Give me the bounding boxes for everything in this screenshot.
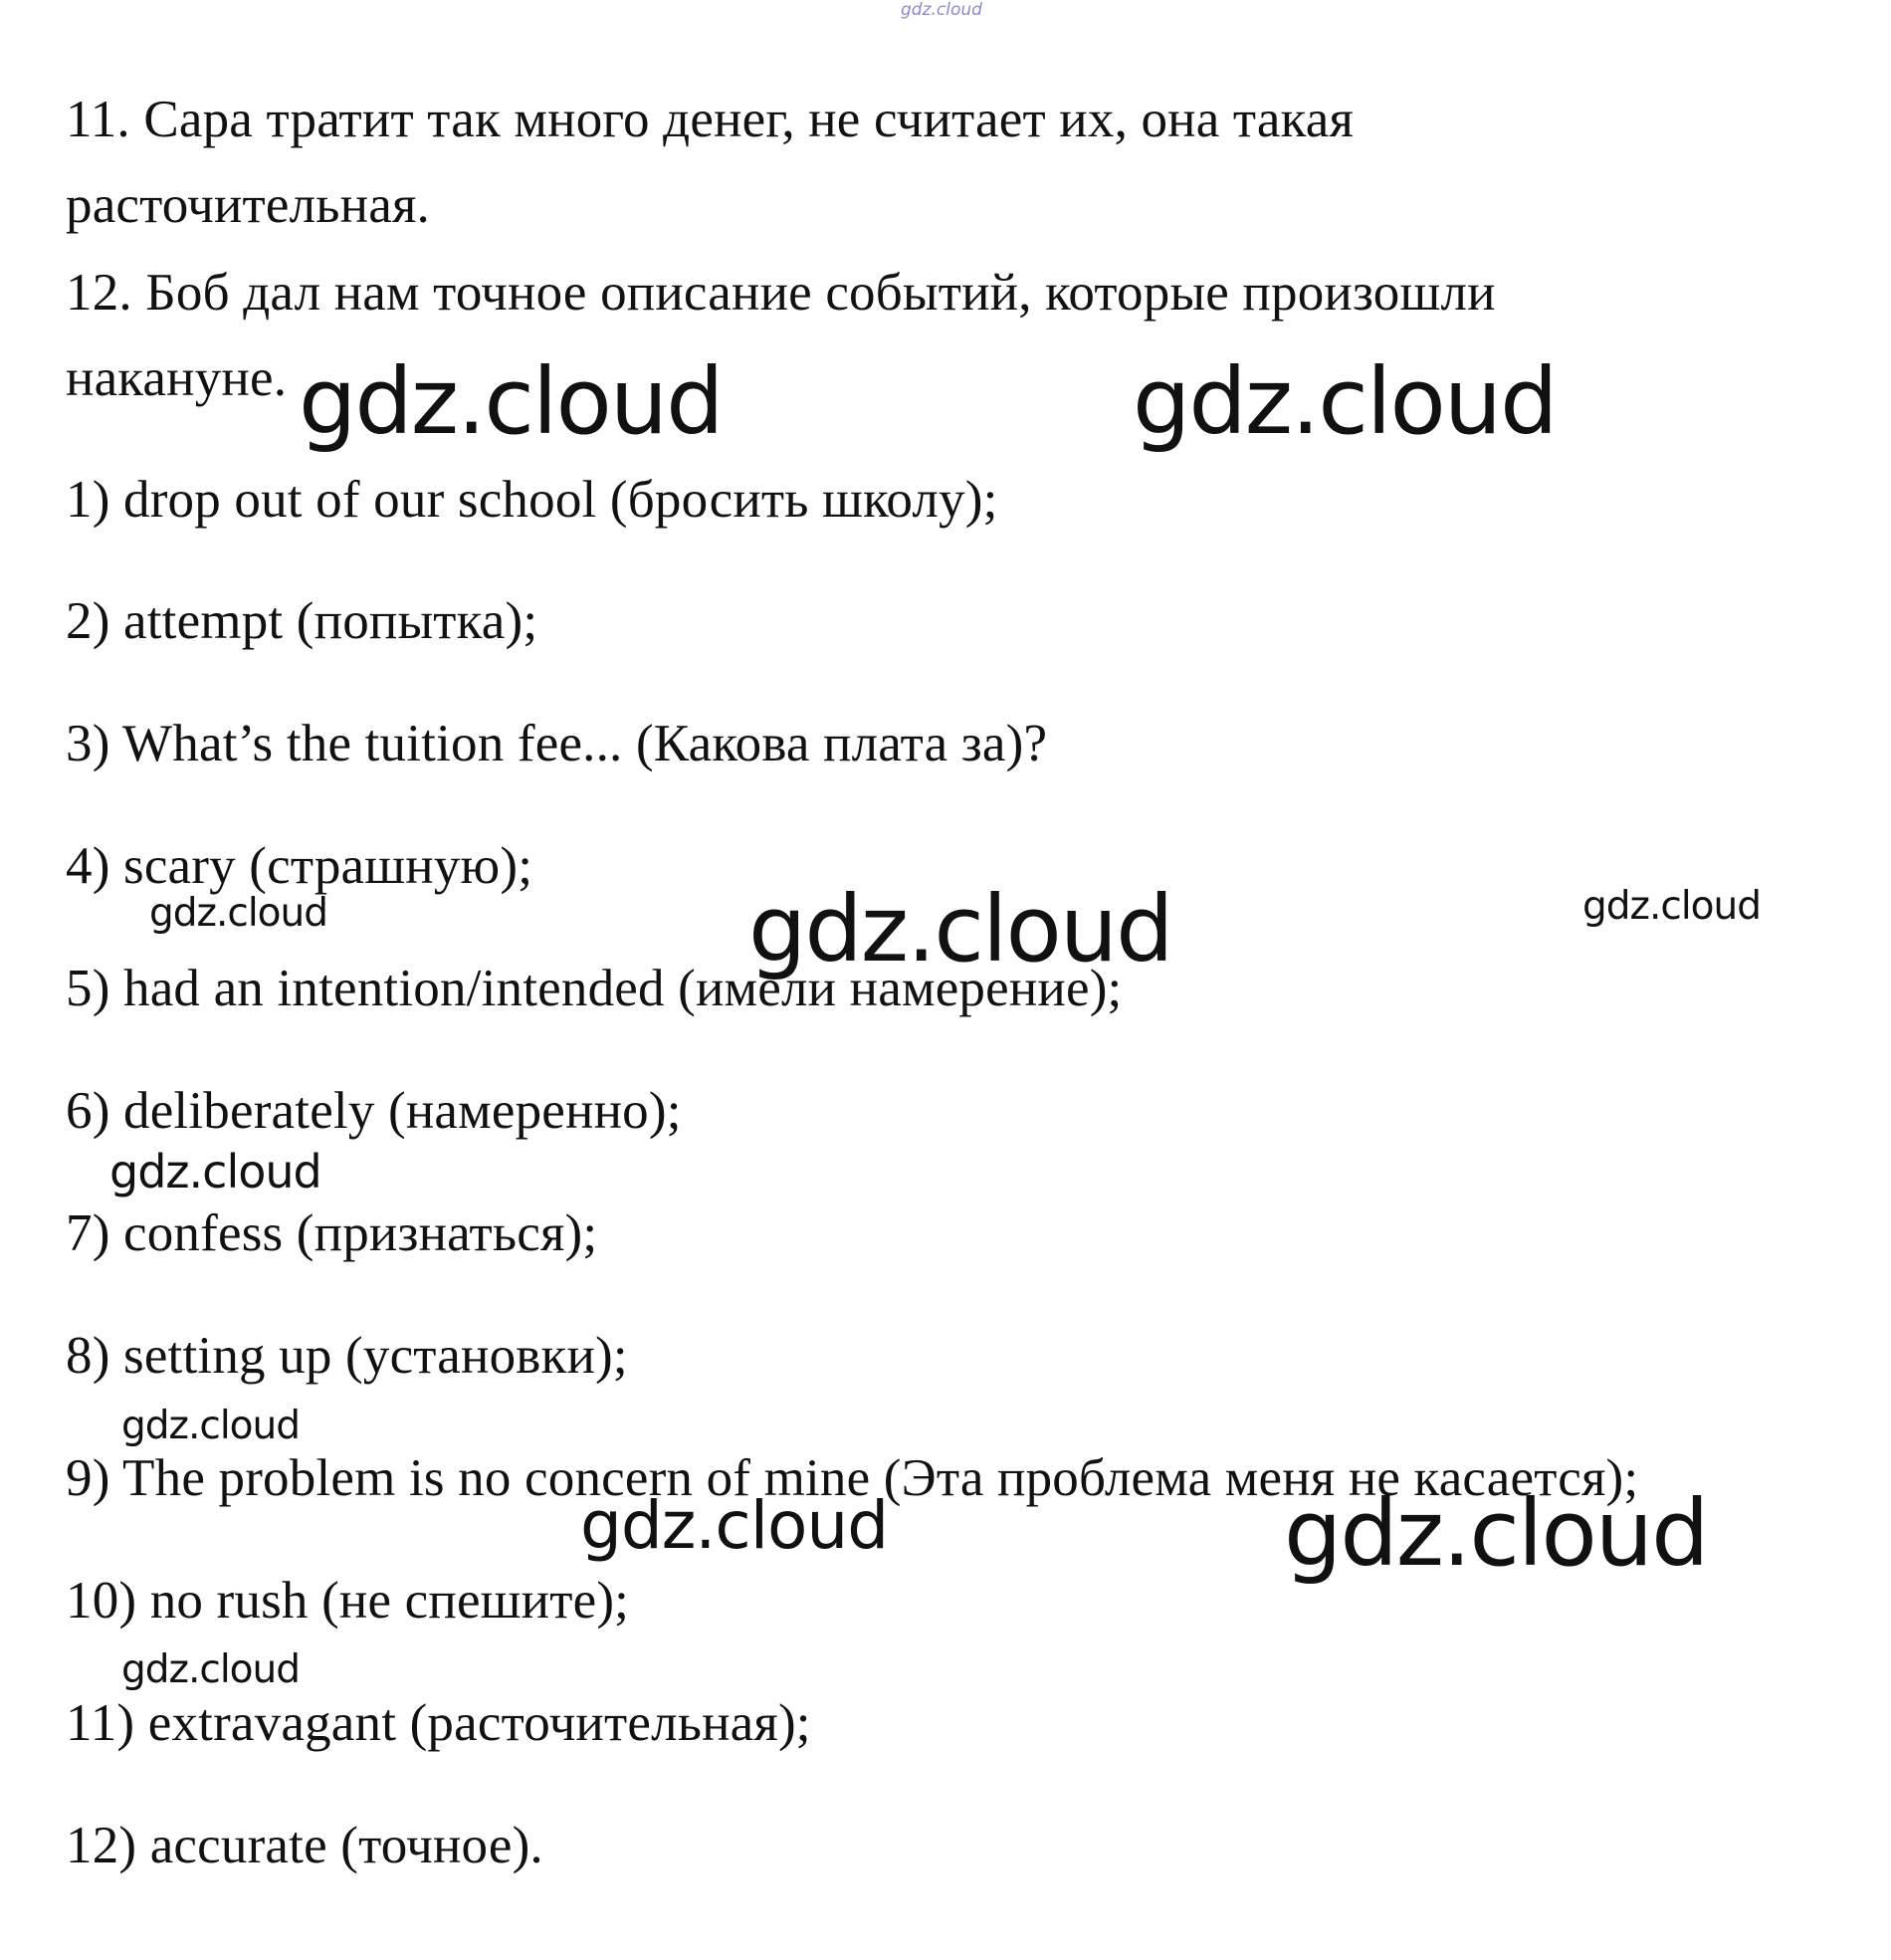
watermark-small-2: gdz.cloud: [149, 891, 327, 936]
watermark-large-2: gdz.cloud: [1133, 348, 1557, 455]
translation-line-11a: 11. Сара тратит так много денег, не считает их, она такая: [66, 91, 1355, 148]
watermark-small-5: gdz.cloud: [121, 1647, 300, 1692]
translation-line-12b: накануне.: [66, 349, 288, 407]
answer-item-8: 8) setting up (установки);: [66, 1327, 628, 1385]
watermark-large-3: gdz.cloud: [748, 876, 1172, 982]
watermark-small-4: gdz.cloud: [121, 1404, 300, 1448]
answer-item-7: 7) confess (признаться);: [66, 1204, 598, 1262]
answer-item-1: 1) drop out of our school (бросить школу);: [66, 471, 998, 529]
answer-item-11: 11) extravagant (расточительная);: [66, 1694, 811, 1752]
translation-line-11b: расточительная.: [66, 176, 430, 234]
answer-item-2: 2) attempt (попытка);: [66, 592, 538, 650]
answer-item-4: 4) scary (страшную);: [66, 837, 533, 895]
watermark-small-1: gdz.cloud: [109, 1145, 321, 1198]
watermark-large-1: gdz.cloud: [299, 348, 723, 455]
answer-item-3: 3) What’s the tuition fee... (Какова плата за)?: [66, 715, 1048, 772]
watermark-large-4: gdz.cloud: [1284, 1480, 1708, 1587]
translation-line-12a: 12. Боб дал нам точное описание событий, которые произошли: [66, 264, 1496, 322]
answer-item-9: 9) The problem is no concern of mine (Эта проблема меня не касается);: [66, 1449, 1639, 1507]
watermark-small-3: gdz.cloud: [1582, 884, 1761, 929]
answer-item-10: 10) no rush (не спешите);: [66, 1572, 630, 1630]
answer-item-5: 5) had an intention/intended (имели намерение);: [66, 960, 1123, 1017]
answer-item-12: 12) accurate (точное).: [66, 1817, 543, 1874]
top-watermark: gdz.cloud: [901, 0, 982, 20]
answer-item-6: 6) deliberately (намеренно);: [66, 1082, 682, 1140]
watermark-medium-1: gdz.cloud: [580, 1487, 889, 1564]
